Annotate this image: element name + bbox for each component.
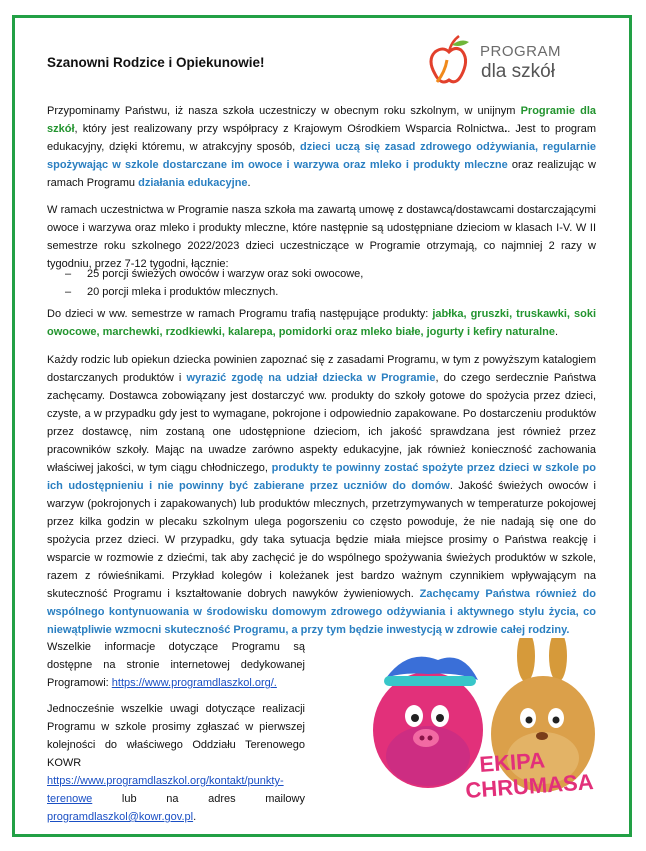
email-link[interactable]: programdlaszkol@kowr.gov.pl xyxy=(47,811,194,823)
mascots-illustration xyxy=(368,638,608,808)
paragraph-website-info: Wszelkie informacje dotyczące Programu są dostępne na stronie internetowej dedykowanej Programowi: https://www.programdlaszkol.org/. xyxy=(47,641,305,689)
pig-mascot-icon xyxy=(373,657,483,788)
paragraph-products: Do dzieci w ww. semestrze w ramach Programu trafią następujące produkty: jabłka, gruszki, truskawki, soki owocowe, marchewki, rzodkiewki, kalarepa, pomidorki oraz mleko białe, jogurty i kefiry naturalne. xyxy=(47,308,596,338)
apple-logo-icon xyxy=(425,32,475,92)
list-item: – 25 porcji świeżych owoców i warzyw oraz soki owocowe, xyxy=(65,268,364,280)
logo-text-program: PROGRAM xyxy=(480,43,562,60)
contact-points-link[interactable]: https://www.programdlaszkol.org/kontakt/punkty-terenowe xyxy=(47,775,284,805)
logo-text-dla-szkol: dla szkół xyxy=(481,61,555,82)
list-item: – 20 porcji mleka i produktów mlecznych. xyxy=(65,286,279,298)
svg-text:EKIPA: EKIPA xyxy=(478,747,546,777)
svg-text:CHRUMASA: CHRUMASA xyxy=(464,769,595,803)
paragraph-program-terms: W ramach uczestnictwa w Programie nasza szkoła ma zawartą umowę z dostawcą/dostawcami dostarczającymi owoce i warzywa oraz mleko i produkty mleczne, które następnie są udostępniane dzieciom w klasach I-V. W II semestrze roku szkolnego 2022/2023 dzieci uczestniczące w Programie otrzymają, co najmniej 2 razy w tygodniu, przez 7-12 tygodni, łącznie: xyxy=(47,204,596,270)
page-title: Szanowni Rodzice i Opiekunowie! xyxy=(47,55,265,70)
program-logo xyxy=(425,32,565,92)
paragraph-parents-info: Każdy rodzic lub opiekun dziecka powinien zapoznać się z zasadami Programu, w tym z powyższym katalogiem dostarczanych produktów i wyrazić zgodę na udział dziecka w Programie, do czego serdecznie Państwa zachęcamy. Dostawca zobowiązany jest dostarczyć ww. produkty do szkoły gotowe do spożycia przez dzieci, czyste, a w przypadku gdy jest to wymagane, pokrojone i odpowiednio zapakowane. Po dostarczeniu produktów przez dostawcę, nim zostaną one udostępnione dzieciom, ich jakość sprawdzana jest również przez pracowników szkoły. Mając na uwadze zarówno aspekty edukacyjne, jak również konieczność zachowania właściwej jakości, w tym ciągu chłodniczego, produkty te powinny zostać spożyte przez dzieci w szkole po ich udostępnieniu i nie powinny być zabierane przez uczniów do domów. Jakość świeżych owoców i warzyw (pokrojonych i zapakowanych) lub produktów mlecznych, przetrzymywanych w temperaturze pokojowej przez kilka godzin w plecaku szkolnym ulega pogorszeniu co często powoduje, że nie nadają się one do spożycia przez dzieci. W przypadku, gdy taka sytuacja będzie miała miejsce prosimy o Państwa reakcję i wsparcie w rozmowie z dziećmi, tak aby zachęcić je do wspólnego spożywania świeżych produktów w szkole, razem z rówieśnikami. Przykład kolegów i koleżanek jest bardzo ważnym czynnikiem wpływającym na skuteczność Programu i kształtowanie dobrych nawyków żywieniowych. Zachęcamy Państwa również do wspólnego kontynuowania w środowisku domowym zdrowego odżywiania i aktywnego stylu życia, co niewątpliwie wzmocni skuteczność Programu, a przy tym będzie inwestycją w zdrowie całej rodziny. xyxy=(47,354,597,636)
program-website-link[interactable]: https://www.programdlaszkol.org/. xyxy=(111,677,277,689)
paragraph-contact-info: Jednocześnie wszelkie uwagi dotyczące realizacji Programu w szkole prosimy zgłaszać w pierwszej kolejności do właściwego Oddziału Terenowego KOWR https://www.programdlaszkol.org/kontakt/punkty-terenowe lub na adres mailowy programdlaszkol@kowr.gov.pl. xyxy=(47,703,305,823)
paragraph-intro: Przypominamy Państwu, iż nasza szkoła uczestniczy w obecnym roku szkolnym, w unijnym Programie dla szkół, który jest realizowany przy współpracy z Krajowym Ośrodkiem Wsparcia Rolnictwa.. Jest to program edukacyjny, dzięki któremu, w atrakcyjny sposób, dzieci uczą się zasad zdrowego odżywiania, regularnie spożywając w szkole dostarczane im owoce i warzywa oraz mleko i produkty mleczne oraz realizując w ramach Programu działania edukacyjne. xyxy=(47,105,597,189)
